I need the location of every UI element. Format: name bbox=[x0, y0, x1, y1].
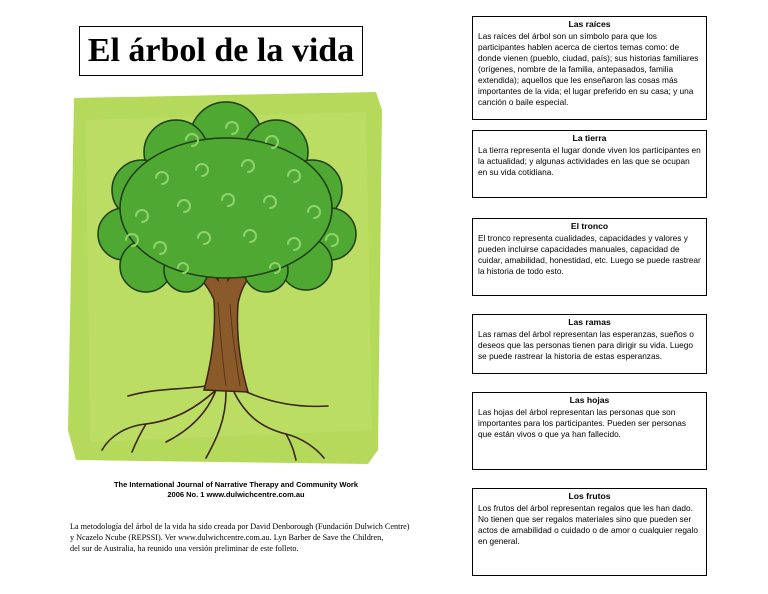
box-title: Los frutos bbox=[568, 491, 611, 501]
box-el-tronco bbox=[472, 218, 707, 296]
credits-text bbox=[70, 521, 470, 554]
page-title: El árbol de la vida bbox=[87, 32, 355, 69]
box-la-tierra bbox=[472, 130, 707, 198]
box-text: El tronco representa cualidades, capacidades y valores y pueden incluirse capacidades manuales, capacidad de cuidar, amabilidad, honestidad, etc. Luego se puede rastrear la historia de todo esto. bbox=[478, 233, 701, 276]
box-title: Las ramas bbox=[568, 317, 611, 327]
box-title: Las hojas bbox=[569, 395, 610, 405]
box-los-frutos bbox=[472, 488, 707, 576]
journal-citation bbox=[66, 480, 406, 500]
credits-line-2: y Ncazelo Ncube (REPSSI). Ver www.dulwichcentre.com.au. Lyn Barber de Save the Children, bbox=[70, 533, 384, 542]
credits-line-1: La metodología del árbol de la vida ha sido creada por David Denborough (Fundación Dulwich Centre) bbox=[70, 522, 410, 531]
box-text: Las raíces del árbol son un símbolo para que los participantes hablen acerca de ciertos temas como: de donde vienen (pueblo, ciudad, país); sus historias familiares (orígenes, nombre de la familia, antepasados, familia extendida); aquellos que les enseñaron las cosas más importantes de la vida; el lugar preferido en su casa; y una canción o baile especial. bbox=[478, 31, 699, 107]
box-text: Las hojas del árbol representan las personas que son importantes para los participantes. Pueden ser personas que están vivos o que ya han fallecido. bbox=[478, 407, 687, 439]
box-text: Los frutos del árbol representan regalos que les han dado. No tienen que ser regalos materiales sino que pueden ser actos de amabilidad o cuidado o de amor o cualquier regalo en general. bbox=[478, 503, 699, 546]
box-las-raices bbox=[472, 16, 707, 120]
box-text: Las ramas del árbol representan las esperanzas, sueños o deseos que las personas tienen para dirigir su vida. Luego se puede rastrear la historia de estas esperanzas. bbox=[478, 329, 694, 361]
box-title: El tronco bbox=[570, 221, 609, 231]
credits-line-3: del sur de Australia, ha reunido una versión preliminar de este folleto. bbox=[70, 544, 299, 553]
journal-line-2: 2006 No. 1 www.dulwichcentre.com.au bbox=[167, 490, 305, 499]
box-title: La tierra bbox=[572, 133, 607, 143]
box-title: Las raíces bbox=[568, 19, 611, 29]
box-text: La tierra representa el lugar donde viven los participantes en la actualidad; y algunas actividades en las que se ocupan en su vida cotidiana. bbox=[478, 145, 701, 177]
title-box bbox=[79, 26, 363, 76]
tree-illustration bbox=[66, 90, 386, 468]
journal-line-1: The International Journal of Narrative Therapy and Community Work bbox=[113, 480, 359, 489]
box-las-hojas bbox=[472, 392, 707, 470]
box-las-ramas bbox=[472, 314, 707, 374]
